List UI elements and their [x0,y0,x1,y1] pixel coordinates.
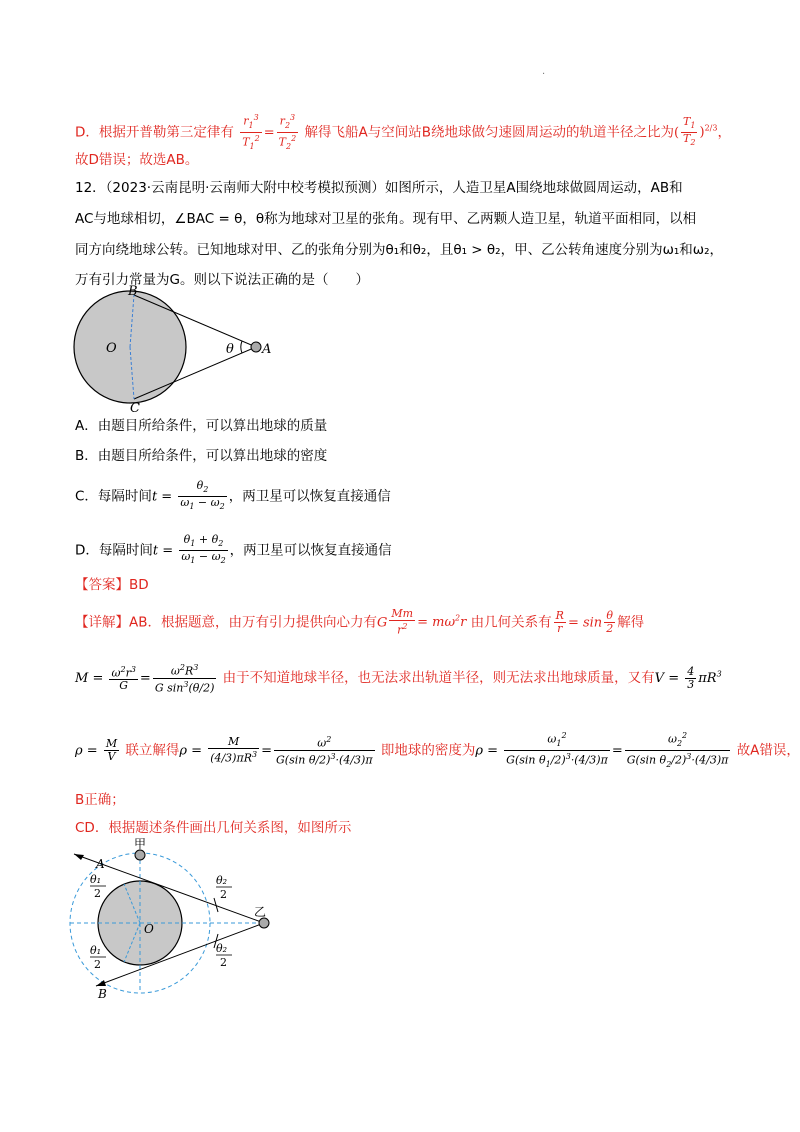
top-mark: . [542,66,546,77]
label-a2: A [96,857,105,871]
option-c-suffix: ，两卫星可以恢复直接通信 [228,488,391,505]
detail-line1-end: 解得 [617,614,645,631]
gravity-formula: $\frac{Mm}{r^2}$ [391,607,414,637]
label-o2: O [144,922,154,936]
answer-label: 【答案】BD [75,577,149,593]
label-2-theta2-top: 2 [220,888,227,901]
label-b2: B [98,987,107,1001]
detail-line-2: M = $\frac{\omega^2r^3}{G}$ = $\frac{\omega^2R^3}{G \sin^3(\theta/2)}$ 由于不知道地球半径，也无法求出轨道半径，则无法求出地球质量，又有V = $\frac{4}{3}$ $\pi R^3$ [75,663,722,695]
label-theta1-bottom: θ₁ [90,944,102,957]
label-theta2-bottom: θ₂ [216,942,228,955]
d-explain-end: ， [717,124,731,141]
label-yi: 乙 [254,905,267,919]
option-d-suffix: ，两卫星可以恢复直接通信 [229,542,392,559]
option-d-prefix: D．每隔时间 [75,542,153,559]
density-formula-1: $\frac{M}{(4/3)\pi R^3}$ [210,735,258,765]
option-c-prefix: C．每隔时间 [75,488,152,505]
detail-line-5: CD．根据题述条件画出几何关系图，如图所示 [75,820,352,836]
detail-line-4: B正确； [75,792,125,808]
question-line-3: 同方向绕地球公转。已知地球对甲、乙的张角分别为θ₁和θ₂，且θ₁ > θ₂，甲、乙公转角速度分别为ω₁和ω₂， [75,242,724,258]
mass-formula-1: $\frac{\omega^2r^3}{G}$ [111,664,136,693]
satellite-jia [135,850,145,860]
label-c: C [130,401,140,415]
label-o: O [106,341,117,356]
figure-two-satellites [68,838,288,1003]
figure-earth-satellite [70,285,290,415]
mass-formula-2: $\frac{\omega^2R^3}{G \sin^3(\theta/2)}$ [154,663,215,695]
option-c: C．每隔时间t = $\frac{\theta_2}{\omega_1 - \omega_2}$ ，两卫星可以恢复直接通信 [75,479,391,512]
option-c-formula: $\frac{\theta_2}{\omega_1 - \omega_2}$ [180,479,225,512]
arrow-lower [96,980,106,986]
label-theta: θ [226,342,234,357]
option-a: A．由题目所给条件，可以算出地球的质量 [75,418,328,434]
detail-line-1: 【详解】AB．根据题意，由万有引力提供向心力有G $\frac{Mm}{r^2}$ = $m\omega^2r$ 由几何关系有 $\frac{R}{r}$ = sin $\frac{\theta}{2}$ 解得 [75,607,645,637]
option-d: D．每隔时间t = $\frac{\theta_1 + \theta_2}{\omega_1 - \omega_2}$ ，两卫星可以恢复直接通信 [75,533,392,566]
kepler-formula-left: $\frac{r_1^3}{T_1^2}$ [242,113,260,151]
density-formula-2: $\frac{\omega^2}{G(\sin \theta/2)^3\cdot(4/3)\pi}$ [276,735,373,767]
arrow-upper [74,854,84,860]
detail-line1-prefix: 【详解】AB．根据题意，由万有引力提供向心力有 [75,614,377,631]
density-formula-4: $\frac{\omega_2^2}{G(\sin \theta_2/2)^3\cdot(4/3)\pi}$ [626,731,729,769]
label-theta1-top: θ₁ [90,873,102,886]
question-line-4: 万有引力常量为G。则以下说法正确的是（ ） [75,272,369,288]
option-b: B．由题目所给条件，可以算出地球的密度 [75,448,328,464]
detail-line1-mid: 由几何关系有 [470,614,552,631]
label-b: B [128,285,138,299]
density-def: $\frac{M}{V}$ [105,736,118,763]
d-conclusion: 故D错误；故选AB。 [75,152,199,168]
question-line-1: 12．（2023·云南昆明·云南师大附中校考模拟预测）如图所示，人造卫星A围绕地球做圆周运动，AB和 [75,180,683,196]
detail-line2-mid: 由于不知道地球半径，也无法求出轨道半径，则无法求出地球质量，又有 [222,670,655,687]
question-line-2: AC与地球相切，∠BAC = θ，θ称为地球对卫星的张角。现有甲、乙两颗人造卫星，轨道平面相同，以相 [75,211,697,227]
label-2-top: 2 [94,887,101,900]
satellite-a [251,342,261,352]
satellite-yi [259,918,269,928]
option-d-formula: $\frac{\theta_1 + \theta_2}{\omega_1 - \omega_2}$ [181,533,226,566]
geometry-formula: $\frac{R}{r}$ [555,608,564,635]
detail-line3-mid: 联立解得 [125,742,180,759]
label-2-theta2-bottom: 2 [220,956,227,969]
angle-arc [241,341,242,353]
label-theta2-top: θ₂ [216,874,228,887]
radius-ratio-formula: $\frac{T_1}{T_2}$ [683,114,696,148]
label-2-bottom: 2 [94,958,101,971]
volume-formula: $\frac{4}{3}$ [687,664,695,691]
detail-line3-mid2: 即地球的密度为 [380,742,476,759]
d-explain-prefix: D．根据开普勒第三定律有 [75,124,234,141]
d-explain-line: D．根据开普勒第三定律有 $\frac{r_1^3}{T_1^2}$ = $\frac{r_2^3}{T_2^2}$ 解得飞船A与空间站B绕地球做匀速圆周运动的轨道半径之比为( $\frac{T_1}{T_2}$ )$^{2/3}$， [75,113,731,151]
label-jia: 甲 [134,838,147,851]
half-theta: $\frac{\theta}{2}$ [606,608,614,635]
kepler-formula-right: $\frac{r_2^3}{T_2^2}$ [278,113,297,151]
d-explain-middle: 解得飞船A与空间站B绕地球做匀速圆周运动的轨道半径之比为 [304,124,674,141]
label-a: A [262,342,272,357]
detail-line-3: ρ = $\frac{M}{V}$ 联立解得ρ = $\frac{M}{(4/3)\pi R^3}$ = $\frac{\omega^2}{G(\sin \theta/2)^3\cdot(4/3)\pi}$ 即地球的密度为ρ = $\frac{\omega_1^2}{G(\sin \theta_1/2)^3\cdot(4/3)\pi}$ = $\frac{\omega_2^2}{G(\sin \theta_2/2)^3\cdot(4/3)\pi}$ 故A错误， [75,731,800,769]
detail-line3-end: 故A错误， [736,742,800,759]
density-formula-3: $\frac{\omega_1^2}{G(\sin \theta_1/2)^3\cdot(4/3)\pi}$ [506,731,608,769]
